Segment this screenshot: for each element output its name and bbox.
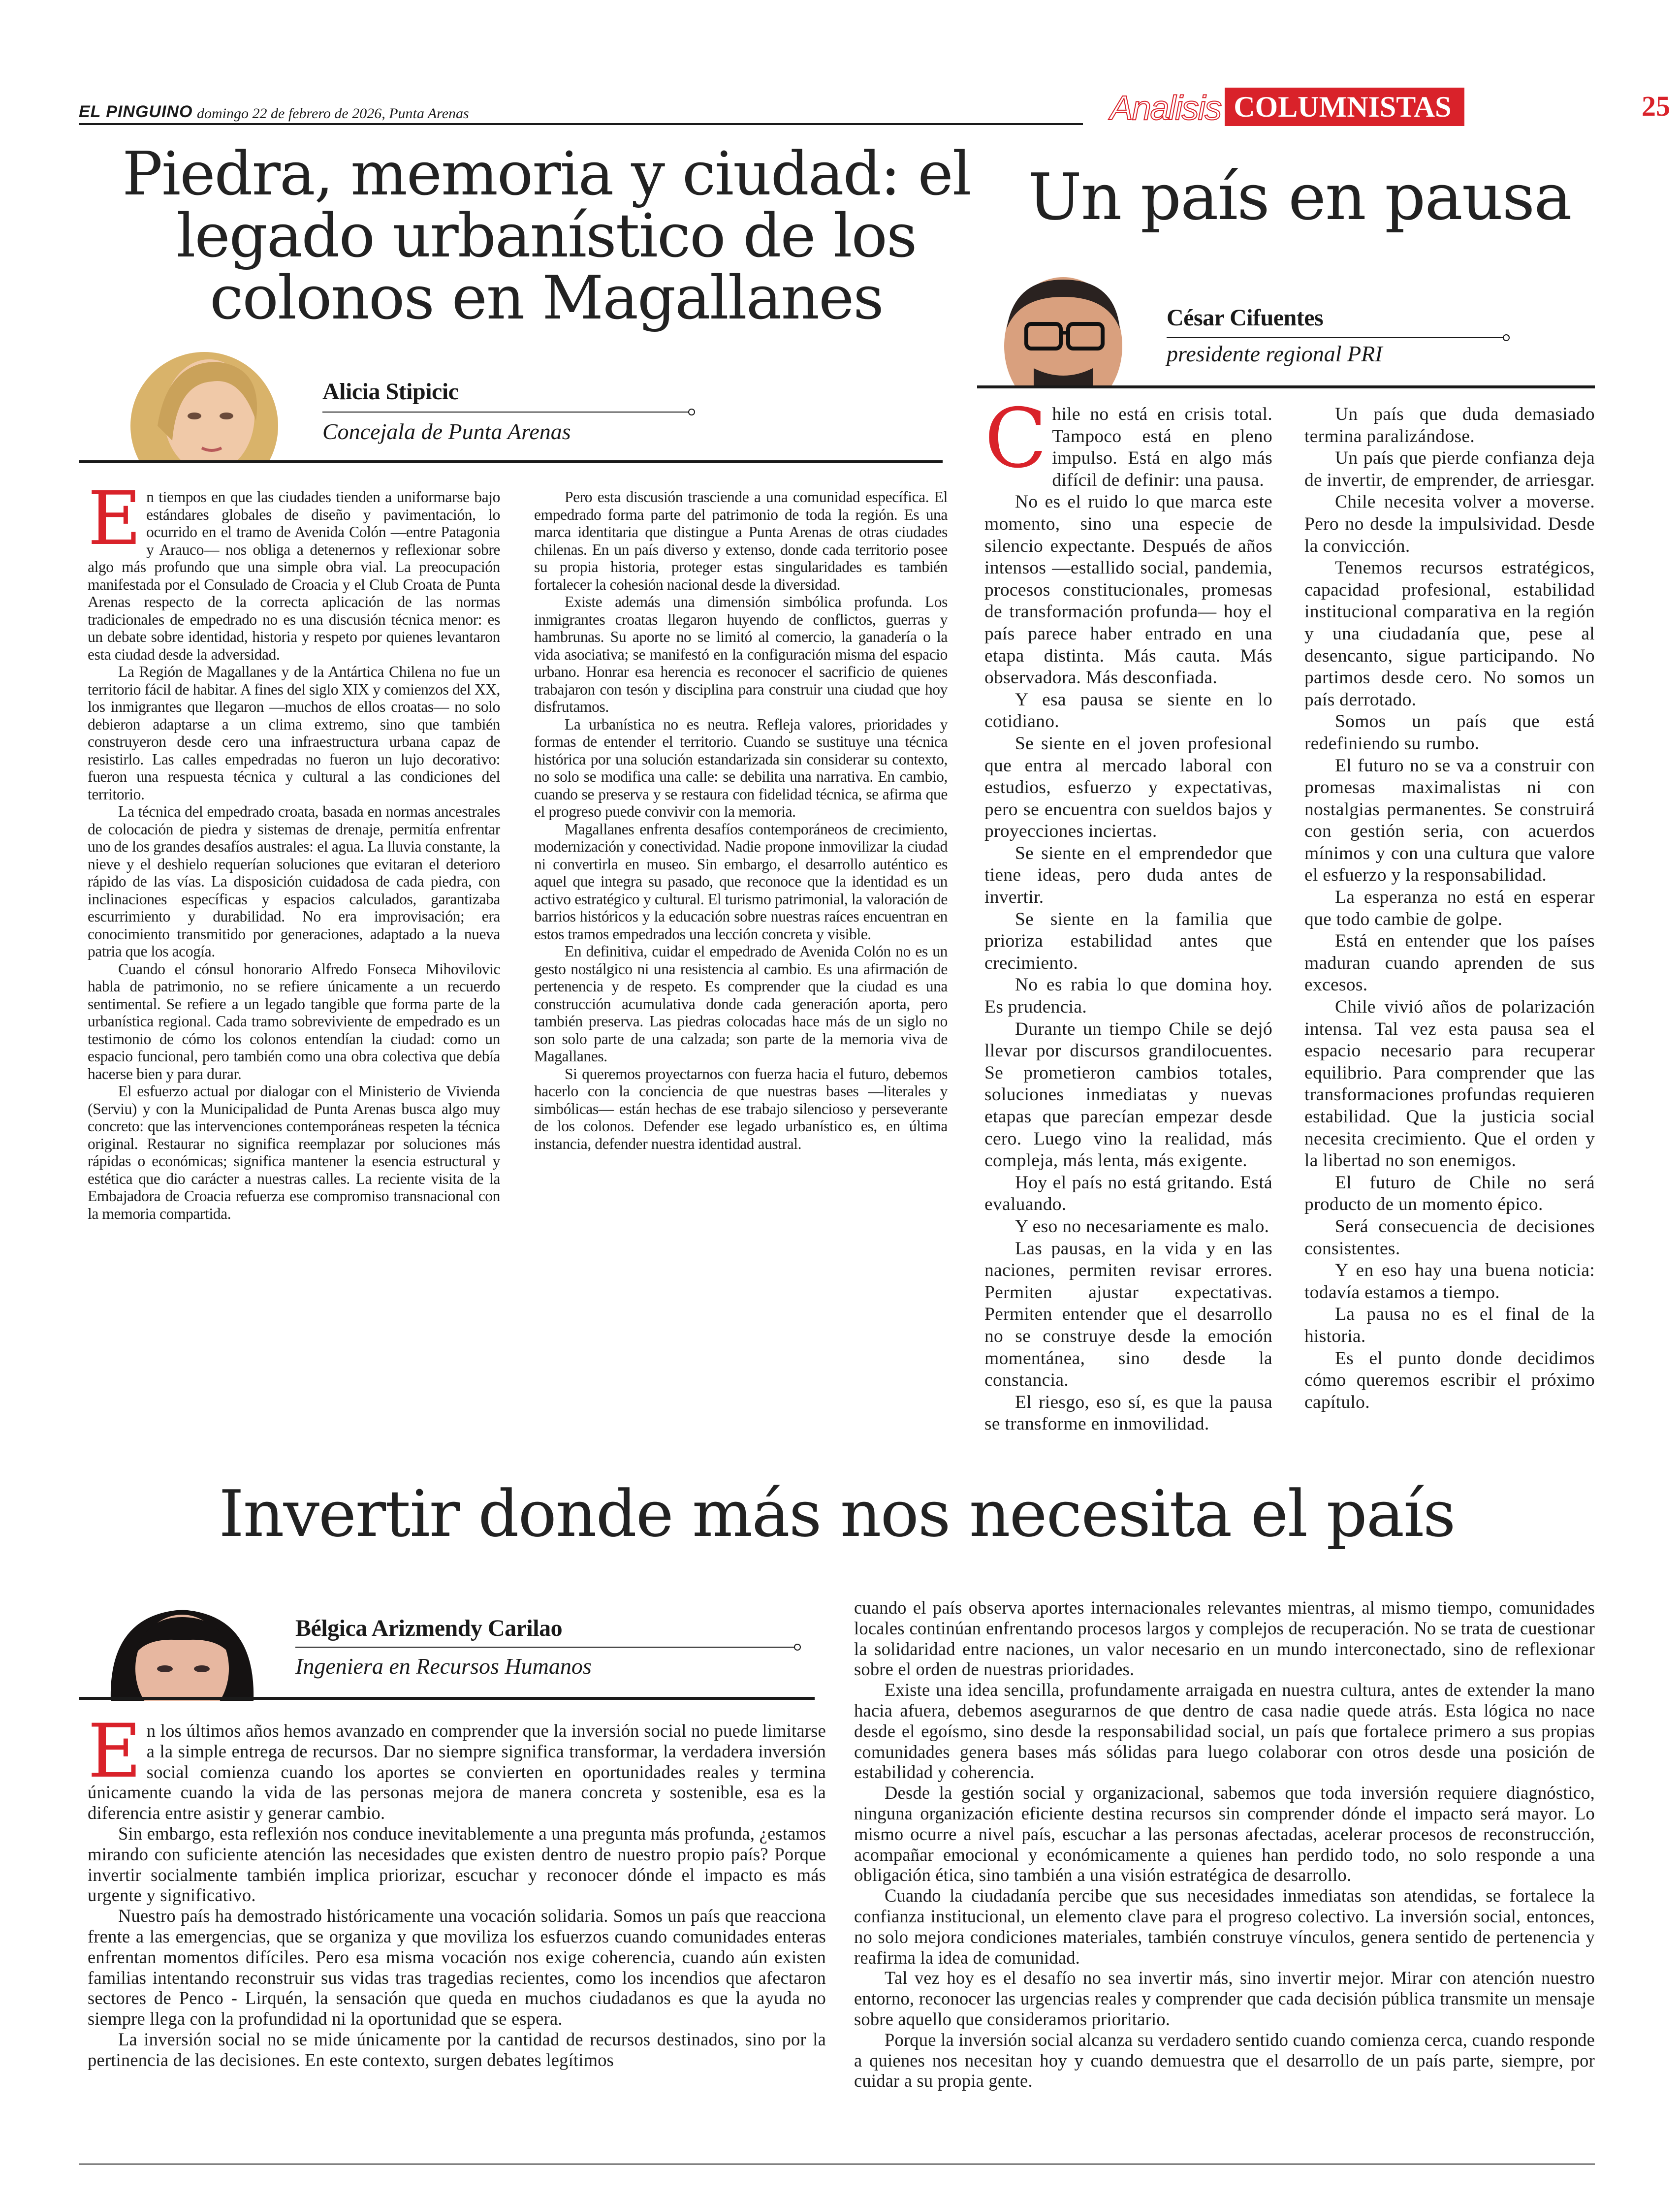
paragraph: El futuro de Chile no será producto de un momento épico. xyxy=(1304,1172,1595,1215)
author-name-cesar: César Cifuentes xyxy=(1167,305,1324,331)
author-photo-belgica xyxy=(101,1595,263,1701)
article-headline-cesar: Un país en pausa xyxy=(1028,159,1571,234)
paragraph: Desde la gestión social y organizacional, sabemos que toda inversión requiere diagnóstico, ninguna organización eficiente destina recursos sin comprender dónde el impacto será mayor. Lo mismo ocurre a nivel país, escuchar a las personas afectadas, acelerar procesos de reconstrucción, acompañar emocional y económicamente a quienes han perdido todo, no solo responde a una obligación ética, sino también a una visión estratégica de desarrollo. xyxy=(854,1783,1595,1885)
article-column-alicia-1 xyxy=(88,476,500,1448)
author-photo-cesar xyxy=(980,270,1144,388)
article-column-cesar-2 xyxy=(1304,404,1595,1462)
byline-rule-belgica xyxy=(79,1697,815,1700)
drop-cap: C xyxy=(984,391,1047,486)
paragraph: El esfuerzo actual por dialogar con el Ministerio de Vivienda (Serviu) y con la Municipalidad de Punta Arenas busca algo muy concreto: que las intervenciones contemporáneas respeten la técnica original. Restaurar no significa reemplazar por soluciones más rápidas o económicas; significa mantener la esencia estructural y estética que dio carácter a nuestras calles. La reciente visita de la Embajadora de Croacia refuerza ese compromiso transnacional con la memoria compartida. xyxy=(88,1083,500,1222)
paragraph: Somos un país que está redefiniendo su rumbo. xyxy=(1304,711,1595,754)
paragraph: n los últimos años hemos avanzado en comprender que la inversión social no puede limitarse a la simple entrega de recursos. Dar no siempre significa transformar, la verdadera inversión social comienza cuando los aportes se convierten en oportunidades reales y termina únicamente cuando la vida de las personas mejora de manera concreta y sostenible, esa es la diferencia entre asistir y generar cambio. xyxy=(88,1720,826,1823)
paragraph: Se siente en la familia que prioriza estabilidad antes que crecimiento. xyxy=(984,909,1272,973)
drop-cap: E xyxy=(88,476,142,562)
paragraph: Porque la inversión social alcanza su verdadero sentido cuando comienza cerca, cuando responde a quienes nos necesitan hoy y cuando demuestra que el desarrollo de un país parte, siempre, por cuidar a su propia gente. xyxy=(854,2029,1595,2091)
author-name-belgica: Bélgica Arizmendy Carilao xyxy=(295,1615,563,1641)
paragraph: Magallanes enfrenta desafíos contemporáneos de crecimiento, modernización y conectividad. Nadie propone inmovilizar la ciudad ni convertirla en museo. Sin embargo, el desarrollo auténtico es aquel que integra su pasado, que reconoce que la identidad es un activo estratégico y cultural. El turismo patrimonial, la valoración de barrios históricos y la educación sobre nuestras raíces encuentran en estos tramos empedrados una lección concreta y visible. xyxy=(534,820,948,943)
author-divider xyxy=(322,412,689,413)
footer-rule xyxy=(79,2164,1595,2165)
author-role-belgica: Ingeniera en Recursos Humanos xyxy=(295,1654,592,1679)
portrait-icon xyxy=(101,1595,263,1701)
paragraph: En definitiva, cuidar el empedrado de Avenida Colón no es un gesto nostálgico ni una resistencia al cambio. Es una afirmación de pertenencia y de respeto. Es comprender que la ciudad es una construcción acumulativa donde cada generación aporta, pero también preserva. Las piedras colocadas hace más de un siglo no son solo parte de una calzada; son parte de la memoria viva de Magallanes. xyxy=(534,943,948,1065)
paragraph: La Región de Magallanes y de la Antártica Chilena no fue un territorio fácil de habitar. A fines del siglo XIX y comienzos del XX, los inmigrantes que llegaron —muchos de ellos croatas— no solo debieron adaptarse a un clima extremo, sino que también construyeron desde cero una infraestructura urbana capaz de resistirlo. Las calles empedradas no fueron un lujo decorativo: fueron una respuesta técnica y cultural a las condiciones del territorio. xyxy=(88,663,500,803)
paragraph: Cuando la ciudadanía percibe que sus necesidades inmediatas son atendidas, se fortalece la confianza institucional, un elemento clave para el progreso colectivo. La inversión social, entonces, no solo mejora condiciones materiales, también construye vínculos, genera sentido de pertenencia y reafirma la idea de comunidad. xyxy=(854,1885,1595,1968)
paragraph: La urbanística no es neutra. Refleja valores, prioridades y formas de entender el territorio. Cuando se sustituye una técnica histórica por una solución estandarizada sin considerar su contexto, no solo se modifica una calle: se debilita una narrativa. En cambio, cuando se preserva y se restaura con fidelidad técnica, se afirma que el progreso puede convivir con la memoria. xyxy=(534,715,948,820)
paragraph: Cuando el cónsul honorario Alfredo Fonseca Mihovilovic habla de patrimonio, no se refiere únicamente a un recuerdo sentimental. Se refiere a un legado tangible que forma parte de la urbanística regional. Cada tramo sobreviviente de empedrado es un testimonio de cómo los colonos entendían la ciudad: como un espacio funcional, pero también como una obra colectiva que debía hacerse bien y para durar. xyxy=(88,960,500,1083)
paragraph: Y en eso hay una buena noticia: todavía estamos a tiempo. xyxy=(1304,1260,1595,1303)
paragraph: Se siente en el joven profesional que entra al mercado laboral con estudios, esfuerzo y expectativas, pero se encuentra con sueldos bajos y proyecciones inciertas. xyxy=(984,733,1272,842)
paragraph: Existe una idea sencilla, profundamente arraigada en nuestra cultura, antes de extender la mano hacia afuera, debemos asegurarnos de que dentro de casa nadie quede atrás. Esta lógica no nace desde el egoísmo, sino desde la responsabilidad social, un país que fortalece primero a sus propias comunidades genera bases más sólidas para luego colaborar con otros desde una posición de estabilidad y coherencia. xyxy=(854,1680,1595,1783)
paragraph: Existe además una dimensión simbólica profunda. Los inmigrantes croatas llegaron huyendo de conflictos, guerras y hambrunas. Su aporte no se limitó al comercio, la ganadería o la vida asociativa; se manifestó en la configuración misma del espacio urbano. Honrar esa herencia es reconocer el sacrificio de quienes trabajaron con tesón y disciplina para construir una ciudad que hoy disfrutamos. xyxy=(534,593,948,715)
paragraph: Las pausas, en la vida y en las naciones, permiten revisar errores. Permiten ajustar expectativas. Permiten entender que el desarrollo no se construye desde la emoción momentánea, sino desde la constancia. xyxy=(984,1238,1272,1391)
paragraph: Un país que pierde confianza deja de invertir, de emprender, de arriesgar. xyxy=(1304,448,1595,490)
author-divider xyxy=(295,1647,795,1648)
page-number: 25 xyxy=(1642,90,1670,122)
portrait-icon xyxy=(123,342,285,463)
paragraph: Nuestro país ha demostrado históricamente una vocación solidaria. Somos un país que reacciona frente a las emergencias, que se organiza y que moviliza los esfuerzos cuando comunidades enteras enfrentan momentos difíciles. Pero esa misma vocación nos exige coherencia, cuando aún existen familias intentando reconstruir sus vidas tras tragedias recientes, como los incendios que afectaron sectores de Penco - Lirquén, la sensación que queda en muchos ciudadanos es que la ayuda no siempre llega con la profundidad ni la oportunidad que se espera. xyxy=(88,1906,826,2029)
section-header xyxy=(1110,88,1464,128)
paragraph: Se siente en el emprendedor que tiene ideas, pero duda antes de invertir. xyxy=(984,843,1272,908)
paragraph: cuando el país observa aportes internacionales relevantes mientras, al mismo tiempo, comunidades locales continúan enfrentando procesos largos y complejos de recuperación. No se trata de cuestionar la solidaridad entre naciones, un valor necesario en un mundo interconectado, sino de reflexionar sobre el orden de nuestras prioridades. xyxy=(854,1597,1595,1680)
masthead-rule xyxy=(79,123,1083,125)
drop-cap: E xyxy=(88,1709,142,1794)
paragraph: Pero esta discusión trasciende a una comunidad específica. El empedrado forma parte del patrimonio de toda la región. Es una marca identitaria que distingue a Punta Arenas de otras ciudades chilenas. En un país diverso y extenso, donde cada territorio posee su propia historia, proteger estas singularidades es también fortalecer la cohesión nacional desde la diversidad. xyxy=(534,488,948,593)
section-title: COLUMNISTAS xyxy=(1225,88,1464,126)
paragraph: No es el ruido lo que marca este momento, sino una especie de silencio expectante. Después de años intensos —estallido social, pandemia, procesos constitucionales, promesas de transformación profunda— hoy el país parece haber entrado en una etapa distinta. Más cauta. Más observadora. Más desconfiada. xyxy=(984,492,1272,688)
paragraph: hile no está en crisis total. Tampoco está en pleno impulso. Está en algo más difícil de definir: una pausa. xyxy=(1052,404,1272,490)
portrait-icon xyxy=(980,270,1144,388)
byline-rule-cesar xyxy=(977,385,1595,388)
article-column-alicia-2 xyxy=(534,488,948,1448)
paragraph: Un país que duda demasiado termina paralizándose. xyxy=(1304,404,1595,446)
paragraph: Y eso no necesariamente es malo. xyxy=(1015,1216,1269,1237)
paragraph: Chile necesita volver a moverse. Pero no desde la impulsividad. Desde la convicción. xyxy=(1304,492,1595,556)
article-headline-alicia: Piedra, memoria y ciudad: el legado urbanístico de los colonos en Magallanes xyxy=(122,139,971,333)
paragraph: No es rabia lo que domina hoy. Es prudencia. xyxy=(984,975,1272,1018)
paragraph: n tiempos en que las ciudades tienden a uniformarse bajo estándares globales de diseño y pavimentación, lo ocurrido en el tramo de Avenida Colón —entre Patagonia y Arauco— nos obliga a detenernos y reflexionar sobre algo más profundo que una simple obra vial. La preocupación manifestada por el Consulado de Croacia y el Club Croata de Punta Arenas respecto de la correcta aplicación de las normas tradicionales de empedrado no es una discusión técnica menor: es un debate sobre identidad, historia y respeto por quienes levantaron esta ciudad desde la adversidad. xyxy=(88,488,500,663)
paragraph: Será consecuencia de decisiones consistentes. xyxy=(1304,1216,1595,1259)
paragraph: Tal vez hoy es el desafío no sea invertir más, sino invertir mejor. Mirar con atención nuestro entorno, reconocer las urgencias reales y comprender que cada decisión pública transmite un mensaje sobre aquello que consideramos prioritario. xyxy=(854,1968,1595,2029)
section-script-title: Analisis xyxy=(1110,89,1221,127)
paragraph: Y esa pausa se siente en lo cotidiano. xyxy=(984,689,1272,732)
dateline: domingo 22 de febrero de 2026, Punta Arenas xyxy=(197,105,469,122)
author-photo-alicia xyxy=(123,342,285,463)
paragraph: Si queremos proyectarnos con fuerza hacia el futuro, debemos hacerlo con la conciencia de que nuestras bases —literales y simbólicas— están hechas de ese trabajo silencioso y perseverante de los colonos. Defender ese legado urbanístico es, en última instancia, defender nuestra identidad austral. xyxy=(534,1065,948,1152)
newspaper-logo: EL PINGUINO xyxy=(79,102,193,121)
paragraph: Durante un tiempo Chile se dejó llevar por discursos grandilocuentes. Se prometieron cambios totales, soluciones inmediatas y nuevas etapas que parecían empezar desde cero. Luego vino la realidad, más compleja, más lenta, más exigente. xyxy=(984,1019,1272,1171)
paragraph: La pausa no es el final de la historia. xyxy=(1304,1304,1595,1346)
article-column-belgica-2 xyxy=(854,1597,1595,2159)
byline-rule-alicia xyxy=(79,460,943,463)
author-divider xyxy=(1167,337,1504,338)
author-role-cesar: presidente regional PRI xyxy=(1167,341,1383,366)
author-name-alicia: Alicia Stipicic xyxy=(322,379,459,405)
article-column-cesar-1 xyxy=(984,391,1272,1462)
paragraph: Hoy el país no está gritando. Está evaluando. xyxy=(984,1172,1272,1215)
paragraph: La inversión social no se mide únicamente por la cantidad de recursos destinados, sino por la pertinencia de las decisiones. En este contexto, surgen debates legítimos xyxy=(88,2029,826,2070)
masthead xyxy=(79,89,1670,133)
article-column-belgica-1 xyxy=(88,1709,826,2159)
paragraph: Sin embargo, esta reflexión nos conduce inevitablemente a una pregunta más profunda, ¿estamos mirando con suficiente atención las necesidades que existen dentro de nuestro propio país? Porque invertir socialmente también implica priorizar, escuchar y reconocer dónde el impacto es más urgente y significativo. xyxy=(88,1823,826,1906)
paragraph: Es el punto donde decidimos cómo queremos escribir el próximo capítulo. xyxy=(1304,1348,1595,1412)
paragraph: Chile vivió años de polarización intensa. Tal vez esta pausa sea el espacio necesario para recuperar equilibrio. Para comprender que las transformaciones profundas requieren estabilidad. Que la justicia social necesita crecimiento. Que el orden y la libertad no son enemigos. xyxy=(1304,997,1595,1171)
paragraph: Tenemos recursos estratégicos, capacidad profesional, estabilidad institucional comparativa en la región y una ciudadanía que, pese al desencanto, sigue participando. No partimos desde cero. No somos un país derrotado. xyxy=(1304,558,1595,710)
author-role-alicia: Concejala de Punta Arenas xyxy=(322,419,571,444)
paragraph: Está en entender que los países maduran cuando aprenden de sus excesos. xyxy=(1304,931,1595,995)
paragraph: El riesgo, eso sí, es que la pausa se transforme en inmovilidad. xyxy=(984,1392,1272,1434)
paragraph: La técnica del empedrado croata, basada en normas ancestrales de colocación de piedra y sistemas de drenaje, permitía enfrentar uno de los grandes desafíos australes: el agua. La lluvia constante, la nieve y el deshielo requerían soluciones que evitaran el deterioro rápido de las vías. La disposición cuidadosa de cada piedra, con inclinaciones específicas y espacios calculados, garantizaba escurrimiento y durabilidad. No era improvisación; era conocimiento transmitido por generaciones, adaptado a la nueva patria que los acogía. xyxy=(88,803,500,960)
paragraph: La esperanza no está en esperar que todo cambie de golpe. xyxy=(1304,887,1595,929)
article-headline-belgica: Invertir donde más nos necesita el país xyxy=(219,1476,1455,1551)
paragraph: El futuro no se va a construir con promesas maximalistas ni con nostalgias permanentes. Se construirá con gestión seria, con acuerdos mínimos y con una cultura que valore el esfuerzo y la responsabilidad. xyxy=(1304,755,1595,886)
